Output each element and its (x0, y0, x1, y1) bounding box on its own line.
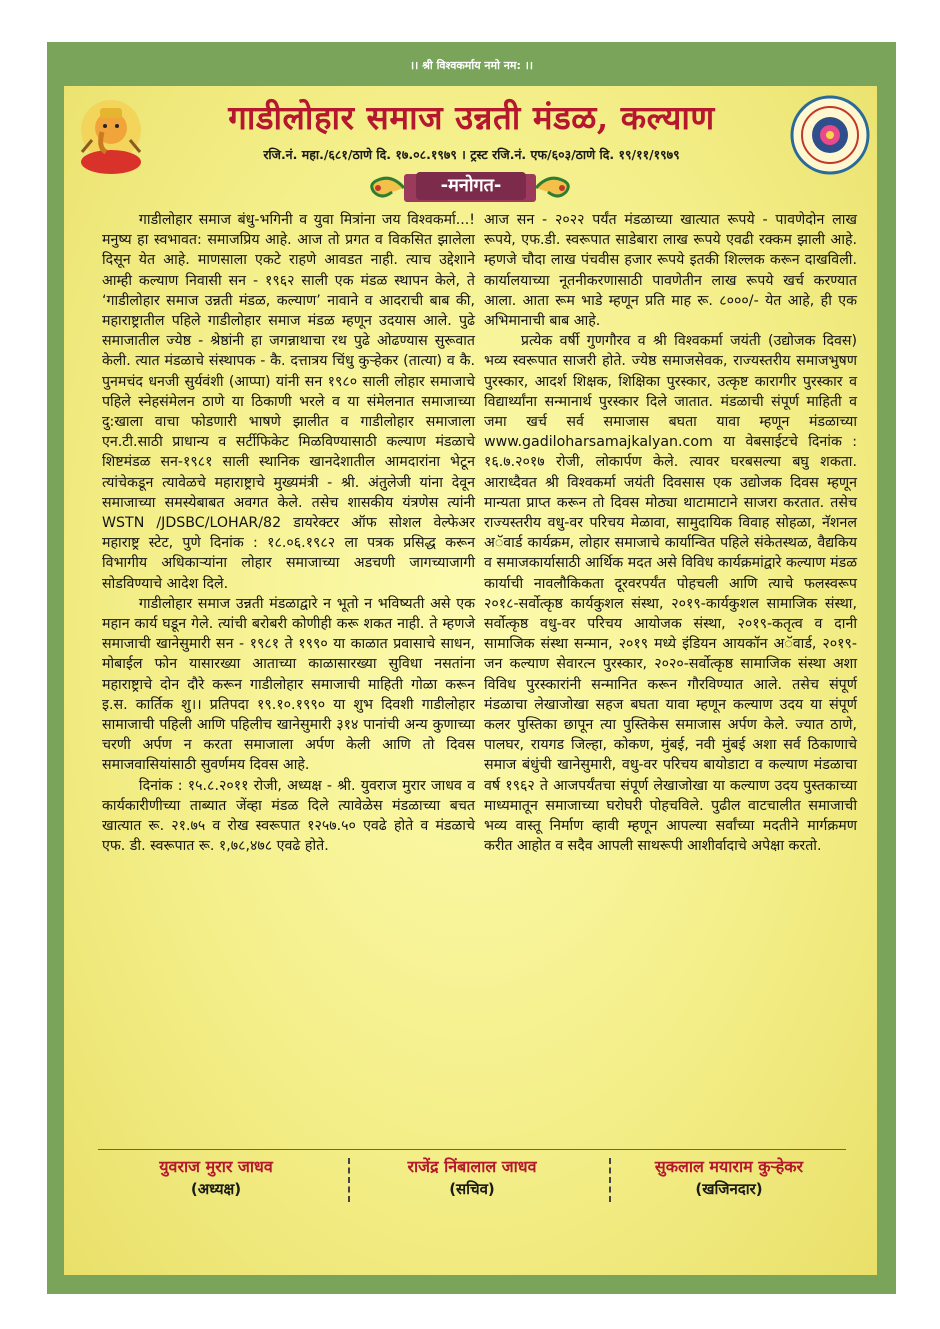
signatory-president (96, 1156, 336, 1200)
signatory-role: (खजिनदार) (695, 1180, 763, 1198)
signatory-name: सुकलाल मयाराम कुऱ्हेकर (654, 1157, 804, 1176)
article-paragraph: दिनांक : १५.८.२०११ रोजी, अध्यक्ष - श्री. युवराज मुरार जाधव व कार्यकारीणीच्या ताब्यात जेंव्हा मंडळ दिले त्यावेळेस मंडळाच्या बचत खात्यात रू. २१.७५ व रोख स्वरूपात १२५७.५० एवढे होते व मंडळाचे एफ. डी. स्वरूपात रू. १,७८,४७८ एवढे होते. (102, 777, 475, 855)
article-column-right (484, 210, 857, 857)
signatory-role: (सचिव) (449, 1180, 495, 1198)
page-frame (47, 42, 896, 1294)
signature-separator (348, 1158, 350, 1202)
article-column-left (102, 210, 475, 857)
article-paragraph: गाडीलोहार समाज उन्नती मंडळाद्वारे न भूतो न भविष्यती असे एक महान कार्य घडून गेले. त्यांची बरोबरी कोणीही करू शकत नाही. ते म्हणजे समाजाची खानेसुमारी सन - १९८१ ते १९९० या काळात प्रवासाचे साधन, मोबाईल फोन यासारख्या आताच्या काळासारख्या सुविधा नसतांना महाराष्ट्राचे दोन दौरे करून गाडीलोहार समाजाची माहिती गोळा करून इ.स. कार्तिक शु।। प्रतिपदा १९.१०.१९९० या शुभ दिवशी गाडीलोहार सामाजाची पहिली आणि पहिलीच खानेसुमारी ३१४ पानांची अन्य कुणाच्या चरणी अर्पण न करता समाजाला अर्पण केली आणि तो दिवस समाजवासियांसाठी सुवर्णमय दिवस आहे. (102, 595, 475, 774)
signatory-name: राजेंद्र निंबालाल जाधव (407, 1157, 537, 1176)
ganesh-emblem-icon (72, 92, 150, 182)
organization-seal-icon (789, 94, 871, 176)
signatory-name: युवराज मुरार जाधव (159, 1157, 273, 1176)
signatory-treasurer (609, 1156, 849, 1200)
registration-line: रजि.नं. महा./६८१/ठाणे दि. १७.०८.१९७९ । ट्रस्ट रजि.नं. एफ/६०३/ठाणे दि. १९/११/१९७९ (263, 147, 680, 162)
section-label: -मनोगत- (416, 172, 526, 200)
organization-title: गाडीलोहार समाज उन्नती मंडळ, कल्याण (228, 98, 715, 137)
signatory-secretary (352, 1156, 592, 1200)
invocation-text: ।। श्री विश्‍वकर्माय नमो नम: ।। (409, 59, 534, 72)
article-paragraph: आज सन - २०२२ पर्यंत मंडळाच्या खात्यात रूपये - पावणेदोन लाख रूपये, एफ.डी. स्वरूपात साडेबारा लाख रूपये एवढी रक्कम झाली आहे. म्हणजे चौदा लाख पंचवीस हजार रूपये इतकी शिल्लक करून दाखविली. कार्यालयाच्या नूतनीकरणासाठी पावणेतीन लाख रूपये खर्च करण्यात आला. आता रूम भाडे म्हणून प्रति माह रू. ८०००/- येत आहे, ही एक अभिमानाची बाब आहे. (484, 212, 857, 330)
article-paragraph: प्रत्येक वर्षी गुणगौरव व श्री विश्वकर्मा जयंती (उद्योजक दिवस) भव्य स्वरूपात साजरी होते. ज्येष्ठ समाजसेवक, राज्यस्तरीय समाजभुषण पुरस्कार, आदर्श शिक्षक, शिक्षिका पुरस्कार, उत्कृष्ट कारागीर पुरस्कार व विद्यार्थ्यांना सन्मानार्थ पुरस्कार दिले जातात. मंडळाची संपूर्ण माहिती व जमा खर्च सर्व समाजास बघता यावा म्हणून मंडळाच्या www.gadiloharsamajkalyan.com या वेबसाईटचे दिनांक : १६.७.२०१७ रोजी, लोकार्पण केले. त्यावर घरबसल्या बघु शकता. आराध्दैवत श्री विश्वकर्मा जयंती दिवसास एक उद्योजक दिवस म्हणून मान्यता प्राप्त करून तो दिवस मोठ्या थाटामाटाने साजरा करतात. तसेच राज्यस्तरीय वधु-वर परिचय मेळावा, सामुदायिक विवाह सोहळा, नॅशनल अॅवार्ड कार्यक्रम, लोहार समाजाचे कार्यान्वित पहिले संकेतस्थळ, वैद्यकिय व समाजकार्यासाठी आर्थिक मदत असे विविध कार्यक्रमांद्वारे कल्याण मंडळ कार्याची नावलौकिकता दूरवरपर्यंत पोहचली आणि त्याचे फलस्वरूप २०१८-सर्वोत्कृष्ठ कार्यकुशल संस्था, २०१९-कार्यकुशल सामाजिक संस्था, सर्वोत्कृष्ठ वधु-वर परिचय आयोजक संस्था, २०१९-कतृत्व व दानी सामाजिक संस्था सन्मान, २०१९ मध्ये इंडियन आयकॉन अॅवार्ड, २०१९-जन कल्याण सेवारत्न पुरस्कार, २०२०-सर्वोत्कृष्ठ सामाजिक संस्था अशा विविध पुरस्कारांनी सन्मानित करून गौरविण्यात आले. तसेच संपूर्ण मंडळाचा लेखाजोखा सहज बघता यावा म्हणून कल्याण उदय या संपूर्ण कलर पुस्तिका छापून त्या पुस्तिकेस समाजास अर्पण केले. ज्यात ठाणे, पालघर, रायगड जिल्हा, कोकण, मुंबई, नवी मुंबई अशा सर्व ठिकाणाचे समाज बंधुंची खानेसुमारी, वधु-वर परिचय बायोडाटा व कल्याण मंडळाचा वर्ष १९६२ ते आजपर्यंतचा संपूर्ण लेखाजोखा या कल्याण उदय पुस्तकाच्या माध्यमातून समाजाच्या घरोघरी पोहचविले. पुढील वाटचालीत समाजाची भव्य वास्तू निर्माण व्हावी म्हणून आपल्या सर्वांच्या मदतीने मार्गक्रमण करीत आहोत व सदैव आपली साथरूपी आशीर्वादाचे अपेक्षा करतो. (484, 333, 857, 855)
footer-divider (98, 1149, 846, 1150)
signatory-role: (अध्यक्ष) (190, 1180, 242, 1198)
article-paragraph: गाडीलोहार समाज बंधु-भगिनी व युवा मित्रांना जय विश्वकर्मा...! मनुष्य हा स्वभावत: समाजप्रिय आहे. आज तो प्रगत व विकसित झालेला दिसून येत आहे. माणसाला एकटे राहणे आवडत नाही. त्याच उद्देशाने आम्ही कल्याण निवासी सन - १९६२ साली एक मंडळ स्थापन केले, ते ‘गाडीलोहार समाज उन्नती मंडळ, कल्याण’ नावाने व आदराची बाब की, महाराष्ट्रातील पहिले गाडीलोहार समाज मंडळ म्हणून उदयास आले. पुढे समाजातील ज्येष्ठ - श्रेष्ठांनी हा जगन्नाथाचा रथ पुढे ओढण्यास सुरूवात केली. त्यात मंडळाचे संस्थापक - कै. दत्तात्रय चिंधु कुऱ्हेकर (तात्या) व कै. पुनमचंद धनजी सुर्यवंशी (आप्पा) यांनी सन १९८० साली लोहार समाजाचे पहिले स्नेहसंमेलन ठाणे या ठिकाणी भरले व या संमेलनात समाजाच्या दु:खाला वाचा फोडणारी भाषणे झालीत व गाडीलोहार समाजाला एन.टी.साठी प्राधान्य व सर्टीफिकेट मिळविण्यासाठी कल्याण मंडळाचे शिष्टमंडळ सन-१९८१ साली स्थानिक खानदेशातील आमदारांना भेटून त्यांचेकडून त्यावेळचे महाराष्ट्राचे मुख्यमंत्री - श्री. अंतुलेजी यांना देवून समाजाच्या समस्येबाबत अवगत केले. तसेच शासकीय यंत्रणेस त्यांनी WSTN /JDSBC/LOHAR/82 डायरेक्टर ऑफ सोशल वेल्फेअर महाराष्ट्र स्टेट, पुणे दिनांक : १८.०६.१९८२ ला पत्रक प्रसिद्ध करून विभागीय अधिकाऱ्यांना लोहार समाजाच्या अडचणी जागच्याजागी सोडविण्याचे आदेश दिले. (102, 212, 475, 592)
content-panel (64, 86, 877, 1275)
